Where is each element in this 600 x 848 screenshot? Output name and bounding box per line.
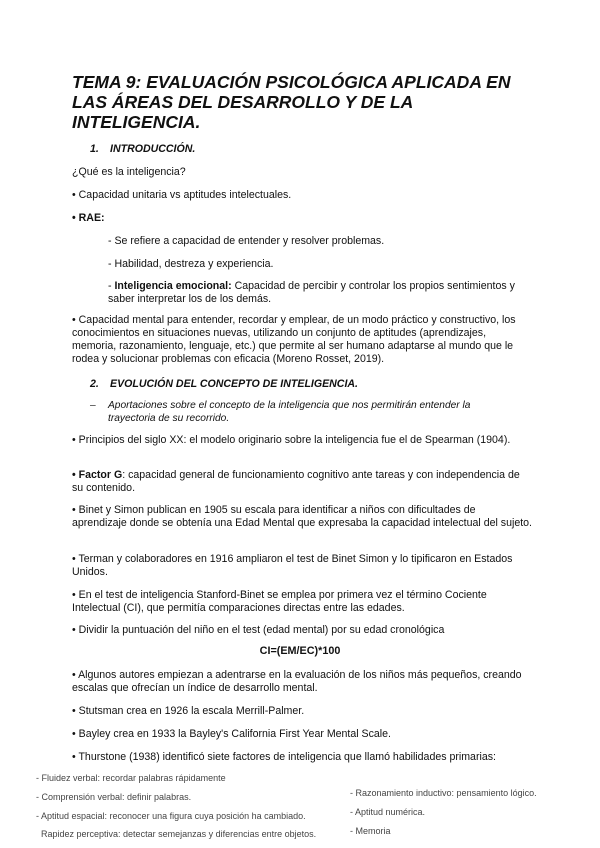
- bullet-factor-g: [72, 469, 532, 495]
- faded-right-2: - Aptitud numérica.: [350, 807, 426, 817]
- section-number: 1.: [90, 143, 99, 155]
- rae-item-1: - Se refiere a capacidad de entender y resolver problemas.: [108, 235, 385, 247]
- document-title: TEMA 9: EVALUACIÓN PSICOLÓGICA APLICADA EN LAS ÁREAS DEL DESARROLLO Y DE LA INTELIGENCIA.: [72, 72, 511, 132]
- bullet-principios: • Principios del siglo XX: el modelo originario sobre la inteligencia fue el de Spearman (1904).: [72, 434, 511, 446]
- faded-left-1: - Fluidez verbal: recordar palabras rápidamente: [36, 773, 226, 783]
- rae-item-2: - Habilidad, destreza y experiencia.: [108, 258, 274, 270]
- bullet-capacidad-mental: • Capacidad mental para entender, recordar y emplear, de un modo práctico y constructivo, los conocimientos en situaciones nuevas, utilizando un conjunto de aptitudes (aprendizajes, memoria, razonamiento, lenguaje, etc.) que permite al ser humano adaptarse al mundo que le rodea y solucionar problemas con eficacia (Moreno Rosset, 2019).: [72, 314, 516, 365]
- italic-note: [90, 399, 520, 425]
- question-text: ¿Qué es la inteligencia?: [72, 166, 186, 178]
- formula-ci: CI=(EM/EC)*100: [259, 645, 341, 657]
- note-dash: –: [90, 400, 96, 411]
- rae-item-emocional: [108, 280, 528, 306]
- bullet-dividir: • Dividir la puntuación del niño en el test (edad mental) por su edad cronológica: [72, 624, 445, 636]
- bullet-thurstone: • Thurstone (1938) identificó siete factores de inteligencia que llamó habilidades primarias:: [72, 751, 496, 763]
- bullet-capacidad-unitaria: • Capacidad unitaria vs aptitudes intelectuales.: [72, 189, 292, 201]
- emo-rest: Capacidad de percibir y controlar los propios sentimientos y saber interpretar los de los demás.: [108, 280, 515, 305]
- bullet-stutsman: • Stutsman crea en 1926 la escala Merrill-Palmer.: [72, 705, 305, 717]
- factor-g-rest: : capacidad general de funcionamiento cognitivo ante tareas y con independencia de su contenido.: [72, 469, 520, 494]
- faded-left-4: Rapidez perceptiva: detectar semejanzas y diferencias entre objetos.: [36, 829, 317, 839]
- section-heading-2: [90, 378, 358, 390]
- section-label: INTRODUCCIÓN.: [110, 143, 196, 155]
- faded-right-3: - Memoria: [350, 826, 391, 836]
- faded-left-3: - Aptitud espacial: reconocer una figura cuya posición ha cambiado.: [36, 811, 306, 821]
- note-text: Aportaciones sobre el concepto de la inteligencia que nos permitirán entender la trayectoria de su recorrido.: [108, 400, 471, 424]
- bullet-terman: • Terman y colaboradores en 1916 ampliaron el test de Binet Simon y lo tipificaron en Estados Unidos.: [72, 553, 513, 578]
- factor-g-bold: • Factor G: [72, 469, 123, 481]
- bullet-bayley: • Bayley crea en 1933 la Bayley's California First Year Mental Scale.: [72, 728, 391, 740]
- faded-left-2: - Comprensión verbal: definir palabras.: [36, 792, 192, 802]
- bullet-autores: • Algunos autores empiezan a adentrarse en la evaluación de los niños más pequeños, creando escalas que ofrecían un índice de desarrollo mental.: [72, 669, 522, 694]
- section-heading-1: [90, 143, 195, 155]
- section-label: EVOLUCIÓN DEL CONCEPTO DE INTELIGENCIA.: [110, 378, 358, 390]
- bullet-stanford: • En el test de inteligencia Stanford-Binet se emplea por primera vez el término Cociente Intelectual (CI), que permitía comparaciones directas entre las edades.: [72, 589, 487, 614]
- section-number: 2.: [90, 378, 99, 390]
- emo-prefix: -: [108, 280, 115, 292]
- bullet-binet: • Binet y Simon publican en 1905 su escala para identificar a niños con dificultades de aprendizaje donde se obtenía una Edad Mental que expresaba la capacidad intelectual del sujeto.: [72, 504, 532, 529]
- emo-bold: Inteligencia emocional:: [114, 280, 232, 292]
- faded-right-1: - Razonamiento inductivo: pensamiento lógico.: [350, 788, 537, 798]
- bullet-rae: • RAE:: [72, 212, 105, 224]
